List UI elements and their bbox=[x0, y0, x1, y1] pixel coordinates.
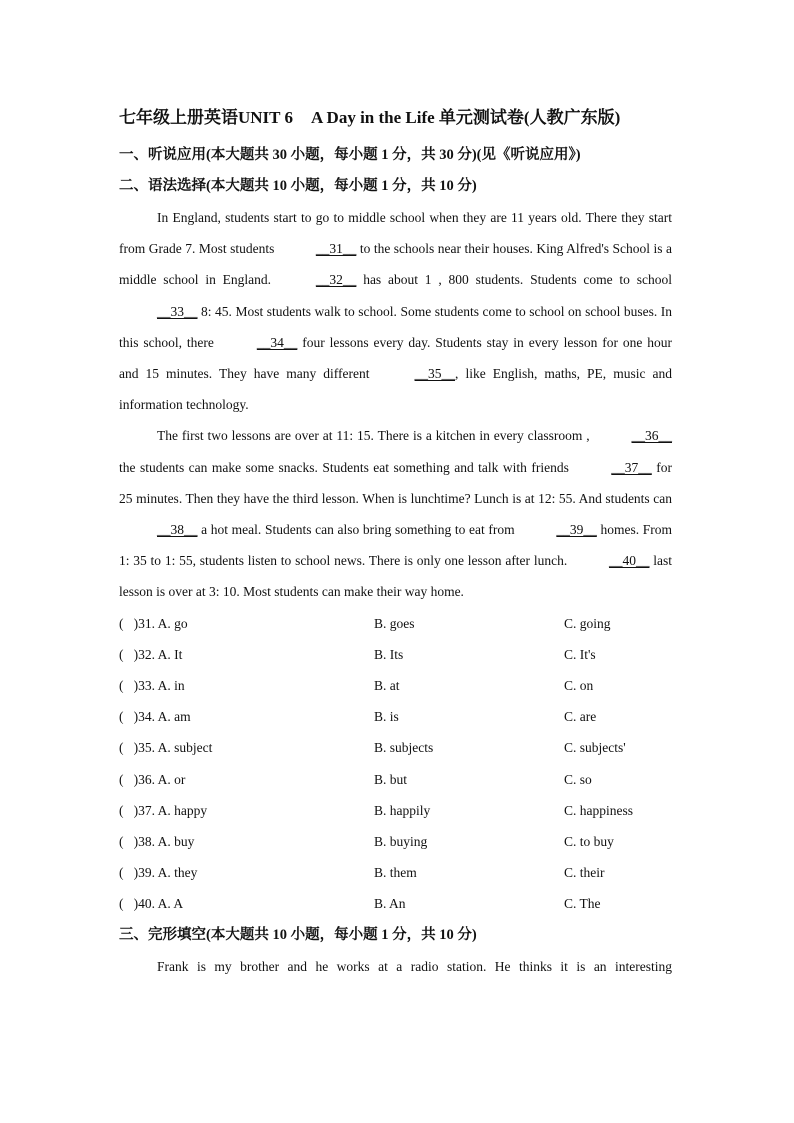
option-a: ( )33. A. in bbox=[119, 678, 185, 694]
page-title bbox=[119, 104, 672, 132]
question-37 bbox=[119, 795, 672, 826]
passage-text: In England, students start to go to middle school when they are 11 years old. There they start from Grade 7. Most students bbox=[119, 210, 672, 257]
option-a: ( )40. A. A bbox=[119, 896, 184, 912]
answer-blank-33: __33__ bbox=[157, 303, 198, 319]
question-list bbox=[119, 608, 672, 920]
option-b: B. at bbox=[374, 678, 400, 694]
option-c: C. their bbox=[564, 865, 605, 881]
answer-blank-38: __38__ bbox=[157, 522, 198, 538]
option-c: C. happiness bbox=[564, 802, 633, 818]
answer-blank-34: __34__ bbox=[256, 334, 298, 350]
passage-text: a hot meal. Students can also bring something to eat from bbox=[197, 522, 519, 538]
option-b: B. An bbox=[374, 896, 406, 912]
section-heading-3: 三、完形填空(本大题共 10 小题，每小题 1 分，共 10 分) bbox=[119, 926, 477, 943]
passage-text: the students can make some snacks. Students eat something and talk with friends bbox=[119, 459, 574, 475]
passage-text: last lesson is over at 3: 10. Most students can make their way home. bbox=[119, 553, 672, 600]
passage-text: The first two lessons are over at 11: 15. There is a kitchen in every classroom , bbox=[157, 428, 594, 444]
question-38 bbox=[119, 826, 672, 857]
option-b: B. is bbox=[374, 709, 399, 725]
question-32 bbox=[119, 639, 672, 670]
option-a: ( )35. A. subject bbox=[119, 740, 213, 756]
answer-blank-37: __37__ bbox=[611, 459, 652, 475]
passage-paragraph-2 bbox=[119, 420, 672, 607]
option-a: ( )31. A. go bbox=[119, 615, 188, 631]
answer-blank-31: __31__ bbox=[315, 241, 357, 257]
answer-blank-39: __39__ bbox=[556, 522, 597, 538]
option-b: B. subjects bbox=[374, 740, 434, 756]
passage-text: homes. From 1: 35 to 1: 55, students listen to school news. There is only one lesson after lunch. bbox=[119, 522, 672, 569]
option-c: C. subjects' bbox=[564, 740, 626, 756]
option-b: B. goes bbox=[374, 615, 415, 631]
option-c: C. to buy bbox=[564, 833, 614, 849]
passage-text: has about 1 , 800 students. Students come to school bbox=[356, 272, 672, 288]
option-b: B. happily bbox=[374, 802, 431, 818]
section-heading-2: 二、语法选择(本大题共 10 小题，每小题 1 分，共 10 分) bbox=[119, 178, 477, 194]
answer-blank-35: __35__ bbox=[414, 366, 456, 382]
question-31 bbox=[119, 608, 672, 639]
option-c: C. on bbox=[564, 678, 594, 694]
option-c: C. It's bbox=[564, 646, 596, 662]
passage-paragraph-1 bbox=[119, 202, 672, 420]
option-a: ( )34. A. am bbox=[119, 709, 191, 725]
question-40 bbox=[119, 888, 672, 919]
title-part-1: 七年级上册英语UNIT 6 bbox=[119, 108, 293, 127]
title-part-2: A Day in the Life 单元测试卷(人教广东版) bbox=[310, 108, 621, 127]
question-39 bbox=[119, 857, 672, 888]
passage-text: for 25 minutes. Then they have the third lesson. When is lunchtime? Lunch is at 12: 55. And students can bbox=[119, 459, 672, 506]
option-b: B. buying bbox=[374, 833, 428, 849]
option-a: ( )38. A. buy bbox=[119, 833, 195, 849]
answer-blank-40: __40__ bbox=[608, 553, 650, 569]
question-33 bbox=[119, 670, 672, 701]
option-c: C. The bbox=[564, 896, 601, 912]
option-c: C. are bbox=[564, 709, 597, 725]
option-a: ( )37. A. happy bbox=[119, 802, 208, 818]
question-36 bbox=[119, 764, 672, 795]
passage-text: Frank is my brother and he works at a radio station. He thinks it is an interesting bbox=[157, 958, 672, 974]
passage-text: four lessons every day. Students stay in every lesson for one hour and 15 minutes. They have many different bbox=[119, 334, 673, 382]
passage-text: to the schools near their houses. King Alfred's School is a middle school in England. bbox=[119, 241, 672, 288]
question-34 bbox=[119, 701, 672, 732]
option-a: ( )39. A. they bbox=[119, 865, 198, 881]
section-heading-1: 一、听说应用(本大题共 30 小题，每小题 1 分，共 30 分)(见《听说应用》) bbox=[119, 147, 581, 163]
passage-text: , like English, maths, PE, music and information technology. bbox=[119, 366, 672, 413]
document-page bbox=[119, 104, 672, 982]
option-c: C. going bbox=[564, 615, 611, 631]
answer-blank-32: __32__ bbox=[315, 272, 357, 288]
answer-blank-36: __36__ bbox=[631, 428, 672, 444]
passage-text: 8: 45. Most students walk to school. Some students come to school on school buses. In this school, there bbox=[119, 303, 672, 350]
option-a: ( )36. A. or bbox=[119, 771, 186, 787]
question-35 bbox=[119, 732, 672, 763]
option-a: ( )32. A. It bbox=[119, 646, 183, 662]
option-b: B. but bbox=[374, 771, 408, 787]
option-c: C. so bbox=[564, 771, 592, 787]
passage-paragraph-3 bbox=[119, 951, 672, 982]
option-b: B. Its bbox=[374, 646, 404, 662]
option-b: B. them bbox=[374, 865, 417, 881]
